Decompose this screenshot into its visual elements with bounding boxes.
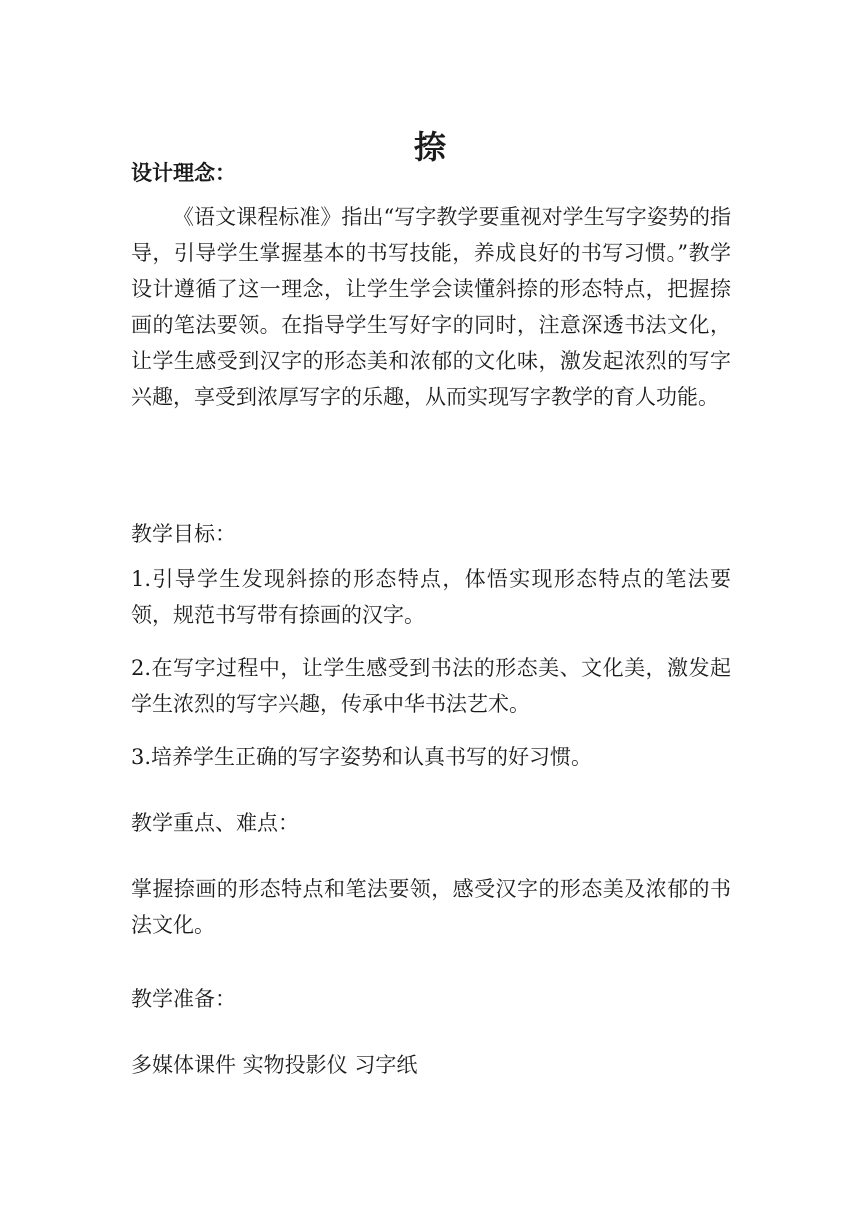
preparation-text: 多媒体课件 实物投影仪 习字纸 xyxy=(131,1053,418,1077)
objective-item-2: 2.在写字过程中，让学生感受到书法的形态美、文化美，激发起学生浓烈的写字兴趣，传承中华书法艺术。 xyxy=(131,656,731,716)
objective-item-1: 1.引导学生发现斜捺的形态特点，体悟实现形态特点的笔法要领，规范书写带有捺画的汉字。 xyxy=(131,567,731,627)
objective-item-3: 3.培养学生正确的写字姿势和认真书写的好习惯。 xyxy=(131,745,593,769)
design-concept-heading: 设计理念： xyxy=(131,161,236,185)
design-concept-paragraph: 《语文课程标准》指出“写字教学要重视对学生写字姿势的指导，引导学生掌握基本的书写技能，养成良好的书写习惯。”教学设计遵循了这一理念，让学生学会读懂斜捺的形态特点，把握捺画的笔法要领。在指导学生写好字的同时，注意深透书法文化，让学生感受到汉字的形态美和浓郁的文化味，激发起浓烈的写字兴趣，享受到浓厚写字的乐趣，从而实现写字教学的育人功能。 xyxy=(131,205,731,409)
document-title: 捺 xyxy=(413,128,446,167)
key-points-heading: 教学重点、难点： xyxy=(131,811,299,835)
preparation-heading: 教学准备： xyxy=(131,987,236,1011)
objectives-heading: 教学目标： xyxy=(131,522,236,546)
key-points-text: 掌握捺画的形态特点和笔法要领，感受汉字的形态美及浓郁的书法文化。 xyxy=(131,877,731,937)
